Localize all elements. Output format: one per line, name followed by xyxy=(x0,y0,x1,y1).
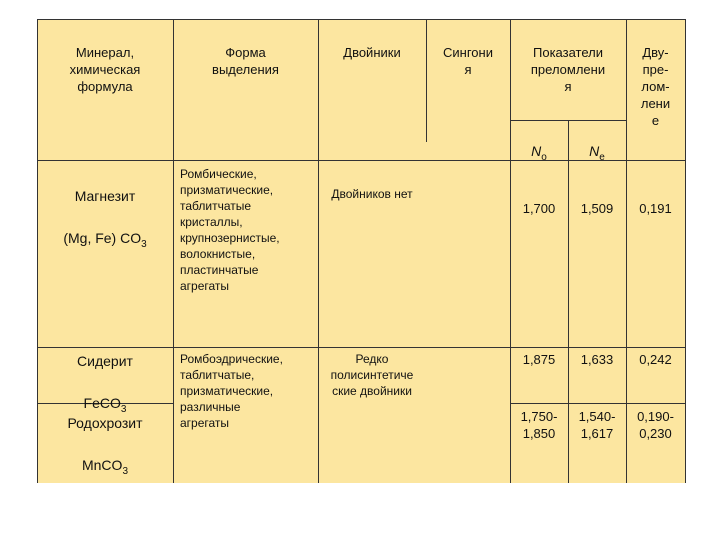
twins-cell: Двойников нет xyxy=(331,187,413,201)
ne-value: 1,509 xyxy=(580,201,614,216)
twins-cell: Редко полисинтетиче ские двойники xyxy=(330,352,414,398)
header-ne: $N_e$ xyxy=(589,143,605,163)
no-value: 1,875 xyxy=(522,352,556,367)
mineral-name: Магнезит xyxy=(74,188,136,204)
header-form: Форма выделения xyxy=(212,45,279,77)
header-mineral: Минерал, химическая формула xyxy=(69,45,141,94)
birefringence-value: 0,191 xyxy=(639,201,672,216)
column-divider xyxy=(173,19,174,483)
column-divider xyxy=(426,19,427,142)
table-border-top xyxy=(37,19,685,20)
mineral-formula: (Mg, Fe) $CO_3$ xyxy=(63,230,147,250)
row-divider xyxy=(510,403,685,404)
no-value: 1,750- 1,850 xyxy=(520,409,558,441)
ne-value: 1,540- 1,617 xyxy=(578,409,616,441)
header-no: $N_o$ xyxy=(531,143,547,163)
header-twins: Двойники xyxy=(343,45,401,60)
table-border-right xyxy=(685,19,686,483)
column-divider xyxy=(318,19,319,483)
crystal-form: Ромбические, призматические, таблитчатые кристаллы, крупнозернистые, волокнистые, пластинчатые агрегаты xyxy=(180,167,280,293)
header-birefringence: Дву- пре- лом- лени е xyxy=(640,45,671,128)
row-divider xyxy=(37,347,685,348)
header-refraction: Показатели преломлени я xyxy=(530,45,606,94)
mineral-name: Сидерит xyxy=(77,353,133,369)
header-syngony: Сингони я xyxy=(443,45,493,77)
birefringence-value: 0,190- 0,230 xyxy=(637,409,674,441)
no-value: 1,700 xyxy=(522,201,556,216)
crystal-form: Ромбоэдрические, таблитчатые, призматические, различные агрегаты xyxy=(180,352,283,430)
mineral-formula: MnCO$_3$ xyxy=(81,457,128,477)
mineral-name: Родохрозит xyxy=(67,415,143,431)
ne-value: 1,633 xyxy=(580,352,614,367)
birefringence-value: 0,242 xyxy=(639,352,672,367)
mineral-formula: FeCO$_3$ xyxy=(83,395,127,415)
header-divider xyxy=(510,120,626,121)
